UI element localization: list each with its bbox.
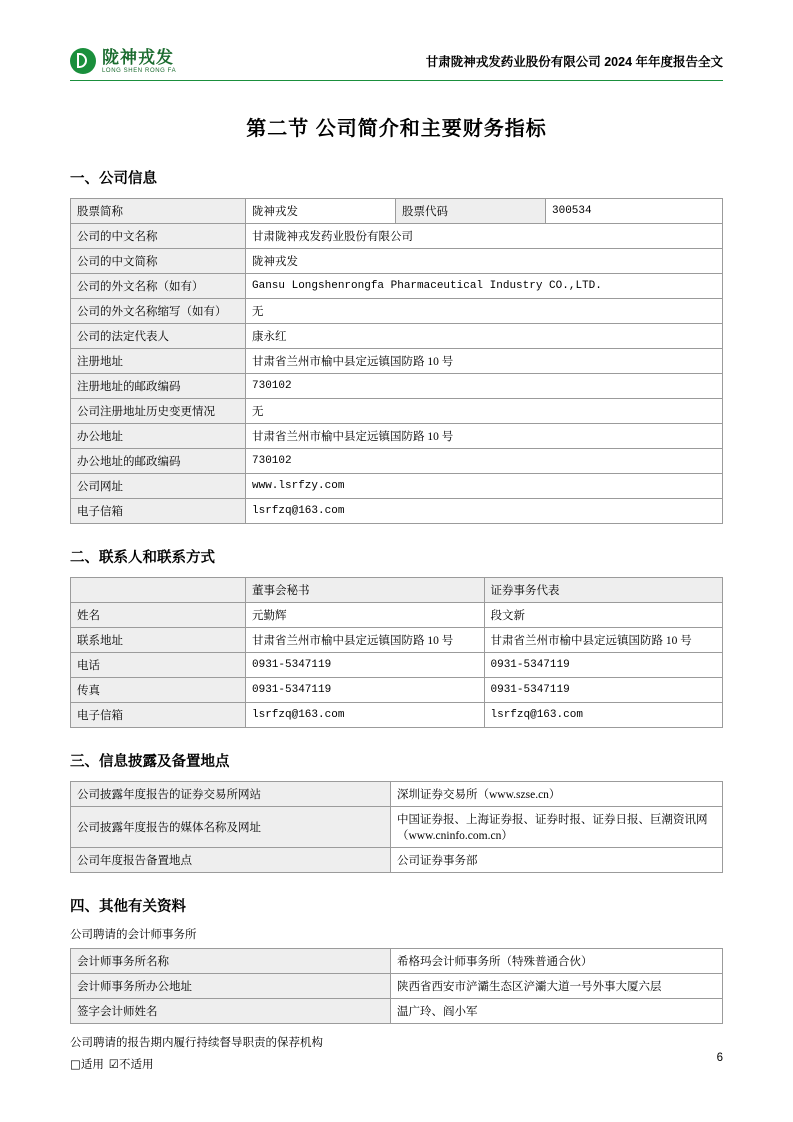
column-header-blank bbox=[71, 578, 246, 603]
sponsor-institution-note: 公司聘请的报告期内履行持续督导职责的保荐机构 bbox=[70, 1037, 323, 1049]
row-value: www.lsrfzy.com bbox=[246, 474, 723, 499]
table-row bbox=[71, 249, 723, 274]
logo-english-name: LONG SHEN RONG FA bbox=[102, 67, 177, 74]
table-row bbox=[71, 653, 723, 678]
row-label: 股票简称 bbox=[71, 199, 246, 224]
disclosure-table bbox=[70, 781, 723, 873]
accounting-firm-note: 公司聘请的会计师事务所 bbox=[70, 929, 197, 941]
row-value: 730102 bbox=[246, 449, 723, 474]
row-value-2: 300534 bbox=[546, 199, 723, 224]
row-label: 注册地址的邮政编码 bbox=[71, 374, 246, 399]
row-value: 甘肃省兰州市榆中县定远镇国防路 10 号 bbox=[246, 424, 723, 449]
row-value: lsrfzq@163.com bbox=[246, 499, 723, 524]
row-value: 陇神戎发 bbox=[246, 199, 396, 224]
table-row bbox=[71, 974, 723, 999]
row-label: 电话 bbox=[71, 653, 246, 678]
company-logo bbox=[70, 48, 176, 74]
table-row bbox=[71, 807, 723, 848]
section-heading-disclosure: 三、信息披露及备置地点 bbox=[70, 754, 230, 770]
row-value-secretary: 甘肃省兰州市榆中县定远镇国防路 10 号 bbox=[246, 628, 485, 653]
table-row bbox=[71, 949, 723, 974]
row-label: 注册地址 bbox=[71, 349, 246, 374]
table-row bbox=[71, 299, 723, 324]
row-value: 无 bbox=[246, 399, 723, 424]
row-value-representative: 0931-5347119 bbox=[484, 653, 723, 678]
table-row bbox=[71, 678, 723, 703]
row-value: 希格玛会计师事务所（特殊普通合伙） bbox=[391, 949, 723, 974]
row-label: 公司的外文名称（如有） bbox=[71, 274, 246, 299]
row-value: Gansu Longshenrongfa Pharmaceutical Industry CO.,LTD. bbox=[246, 274, 723, 299]
row-value-representative: 0931-5347119 bbox=[484, 678, 723, 703]
row-label: 传真 bbox=[71, 678, 246, 703]
table-row bbox=[71, 703, 723, 728]
row-value-representative: 甘肃省兰州市榆中县定远镇国防路 10 号 bbox=[484, 628, 723, 653]
page-header bbox=[70, 44, 723, 78]
table-row bbox=[71, 603, 723, 628]
row-value: 深圳证券交易所（www.szse.cn） bbox=[391, 782, 723, 807]
leaf-logo-icon bbox=[70, 48, 96, 74]
row-value: 温广玲、阎小军 bbox=[391, 999, 723, 1024]
contacts-table bbox=[70, 577, 723, 728]
column-header-secretary: 董事会秘书 bbox=[246, 578, 485, 603]
table-row bbox=[71, 399, 723, 424]
row-label: 公司注册地址历史变更情况 bbox=[71, 399, 246, 424]
row-label: 联系地址 bbox=[71, 628, 246, 653]
row-label: 公司的外文名称缩写（如有） bbox=[71, 299, 246, 324]
table-row bbox=[71, 424, 723, 449]
row-value-secretary: 元勤辉 bbox=[246, 603, 485, 628]
row-label: 签字会计师姓名 bbox=[71, 999, 391, 1024]
row-value: 公司证券事务部 bbox=[391, 848, 723, 873]
row-label: 会计师事务所名称 bbox=[71, 949, 391, 974]
row-value-secretary: 0931-5347119 bbox=[246, 678, 485, 703]
row-label-2: 股票代码 bbox=[396, 199, 546, 224]
table-row bbox=[71, 848, 723, 873]
page-number: 6 bbox=[716, 1052, 723, 1064]
row-label: 公司披露年度报告的媒体名称及网址 bbox=[71, 807, 391, 848]
row-value-representative: 段文新 bbox=[484, 603, 723, 628]
header-title: 甘肃陇神戎发药业股份有限公司 2024 年年度报告全文 bbox=[425, 55, 723, 69]
row-label: 公司的法定代表人 bbox=[71, 324, 246, 349]
row-value: 康永红 bbox=[246, 324, 723, 349]
table-row bbox=[71, 324, 723, 349]
row-label: 电子信箱 bbox=[71, 499, 246, 524]
row-label: 公司网址 bbox=[71, 474, 246, 499]
row-value-representative: lsrfzq@163.com bbox=[484, 703, 723, 728]
accounting-firm-table bbox=[70, 948, 723, 1024]
table-row bbox=[71, 999, 723, 1024]
table-row bbox=[71, 474, 723, 499]
table-row bbox=[71, 274, 723, 299]
table-row bbox=[71, 199, 723, 224]
section-heading-company-info: 一、公司信息 bbox=[70, 171, 157, 187]
row-value: 陇神戎发 bbox=[246, 249, 723, 274]
page-title: 第二节 公司简介和主要财务指标 bbox=[246, 118, 547, 140]
row-label: 姓名 bbox=[71, 603, 246, 628]
column-header-representative: 证券事务代表 bbox=[484, 578, 723, 603]
row-label: 电子信箱 bbox=[71, 703, 246, 728]
row-label: 公司披露年度报告的证券交易所网站 bbox=[71, 782, 391, 807]
table-header-row bbox=[71, 578, 723, 603]
row-value: 730102 bbox=[246, 374, 723, 399]
logo-text bbox=[102, 49, 176, 74]
applicability-checkboxes bbox=[70, 1056, 723, 1072]
section-heading-contacts: 二、联系人和联系方式 bbox=[70, 550, 215, 566]
row-label: 办公地址的邮政编码 bbox=[71, 449, 246, 474]
company-info-table bbox=[70, 198, 723, 524]
table-row bbox=[71, 374, 723, 399]
row-value: 甘肃陇神戎发药业股份有限公司 bbox=[246, 224, 723, 249]
logo-chinese-name: 陇神戎发 bbox=[102, 47, 174, 67]
row-value: 甘肃省兰州市榆中县定远镇国防路 10 号 bbox=[246, 349, 723, 374]
row-value-secretary: lsrfzq@163.com bbox=[246, 703, 485, 728]
table-row bbox=[71, 499, 723, 524]
table-row bbox=[71, 782, 723, 807]
checkbox-not-applicable[interactable]: ☑不适用 bbox=[108, 1057, 154, 1071]
row-value-secretary: 0931-5347119 bbox=[246, 653, 485, 678]
row-value: 陕西省西安市浐灞生态区浐灞大道一号外事大厦六层 bbox=[391, 974, 723, 999]
row-value: 无 bbox=[246, 299, 723, 324]
row-label: 公司的中文简称 bbox=[71, 249, 246, 274]
checkbox-applicable[interactable]: □适用 bbox=[70, 1057, 104, 1071]
row-label: 会计师事务所办公地址 bbox=[71, 974, 391, 999]
table-row bbox=[71, 349, 723, 374]
row-label: 公司的中文名称 bbox=[71, 224, 246, 249]
row-value: 中国证券报、上海证券报、证券时报、证券日报、巨潮资讯网（www.cninfo.com.cn） bbox=[391, 807, 723, 848]
table-row bbox=[71, 449, 723, 474]
section-heading-other: 四、其他有关资料 bbox=[70, 899, 186, 915]
table-row bbox=[71, 628, 723, 653]
row-label: 办公地址 bbox=[71, 424, 246, 449]
table-row bbox=[71, 224, 723, 249]
header-divider bbox=[70, 80, 723, 81]
document-content bbox=[70, 100, 723, 1072]
row-label: 公司年度报告备置地点 bbox=[71, 848, 391, 873]
